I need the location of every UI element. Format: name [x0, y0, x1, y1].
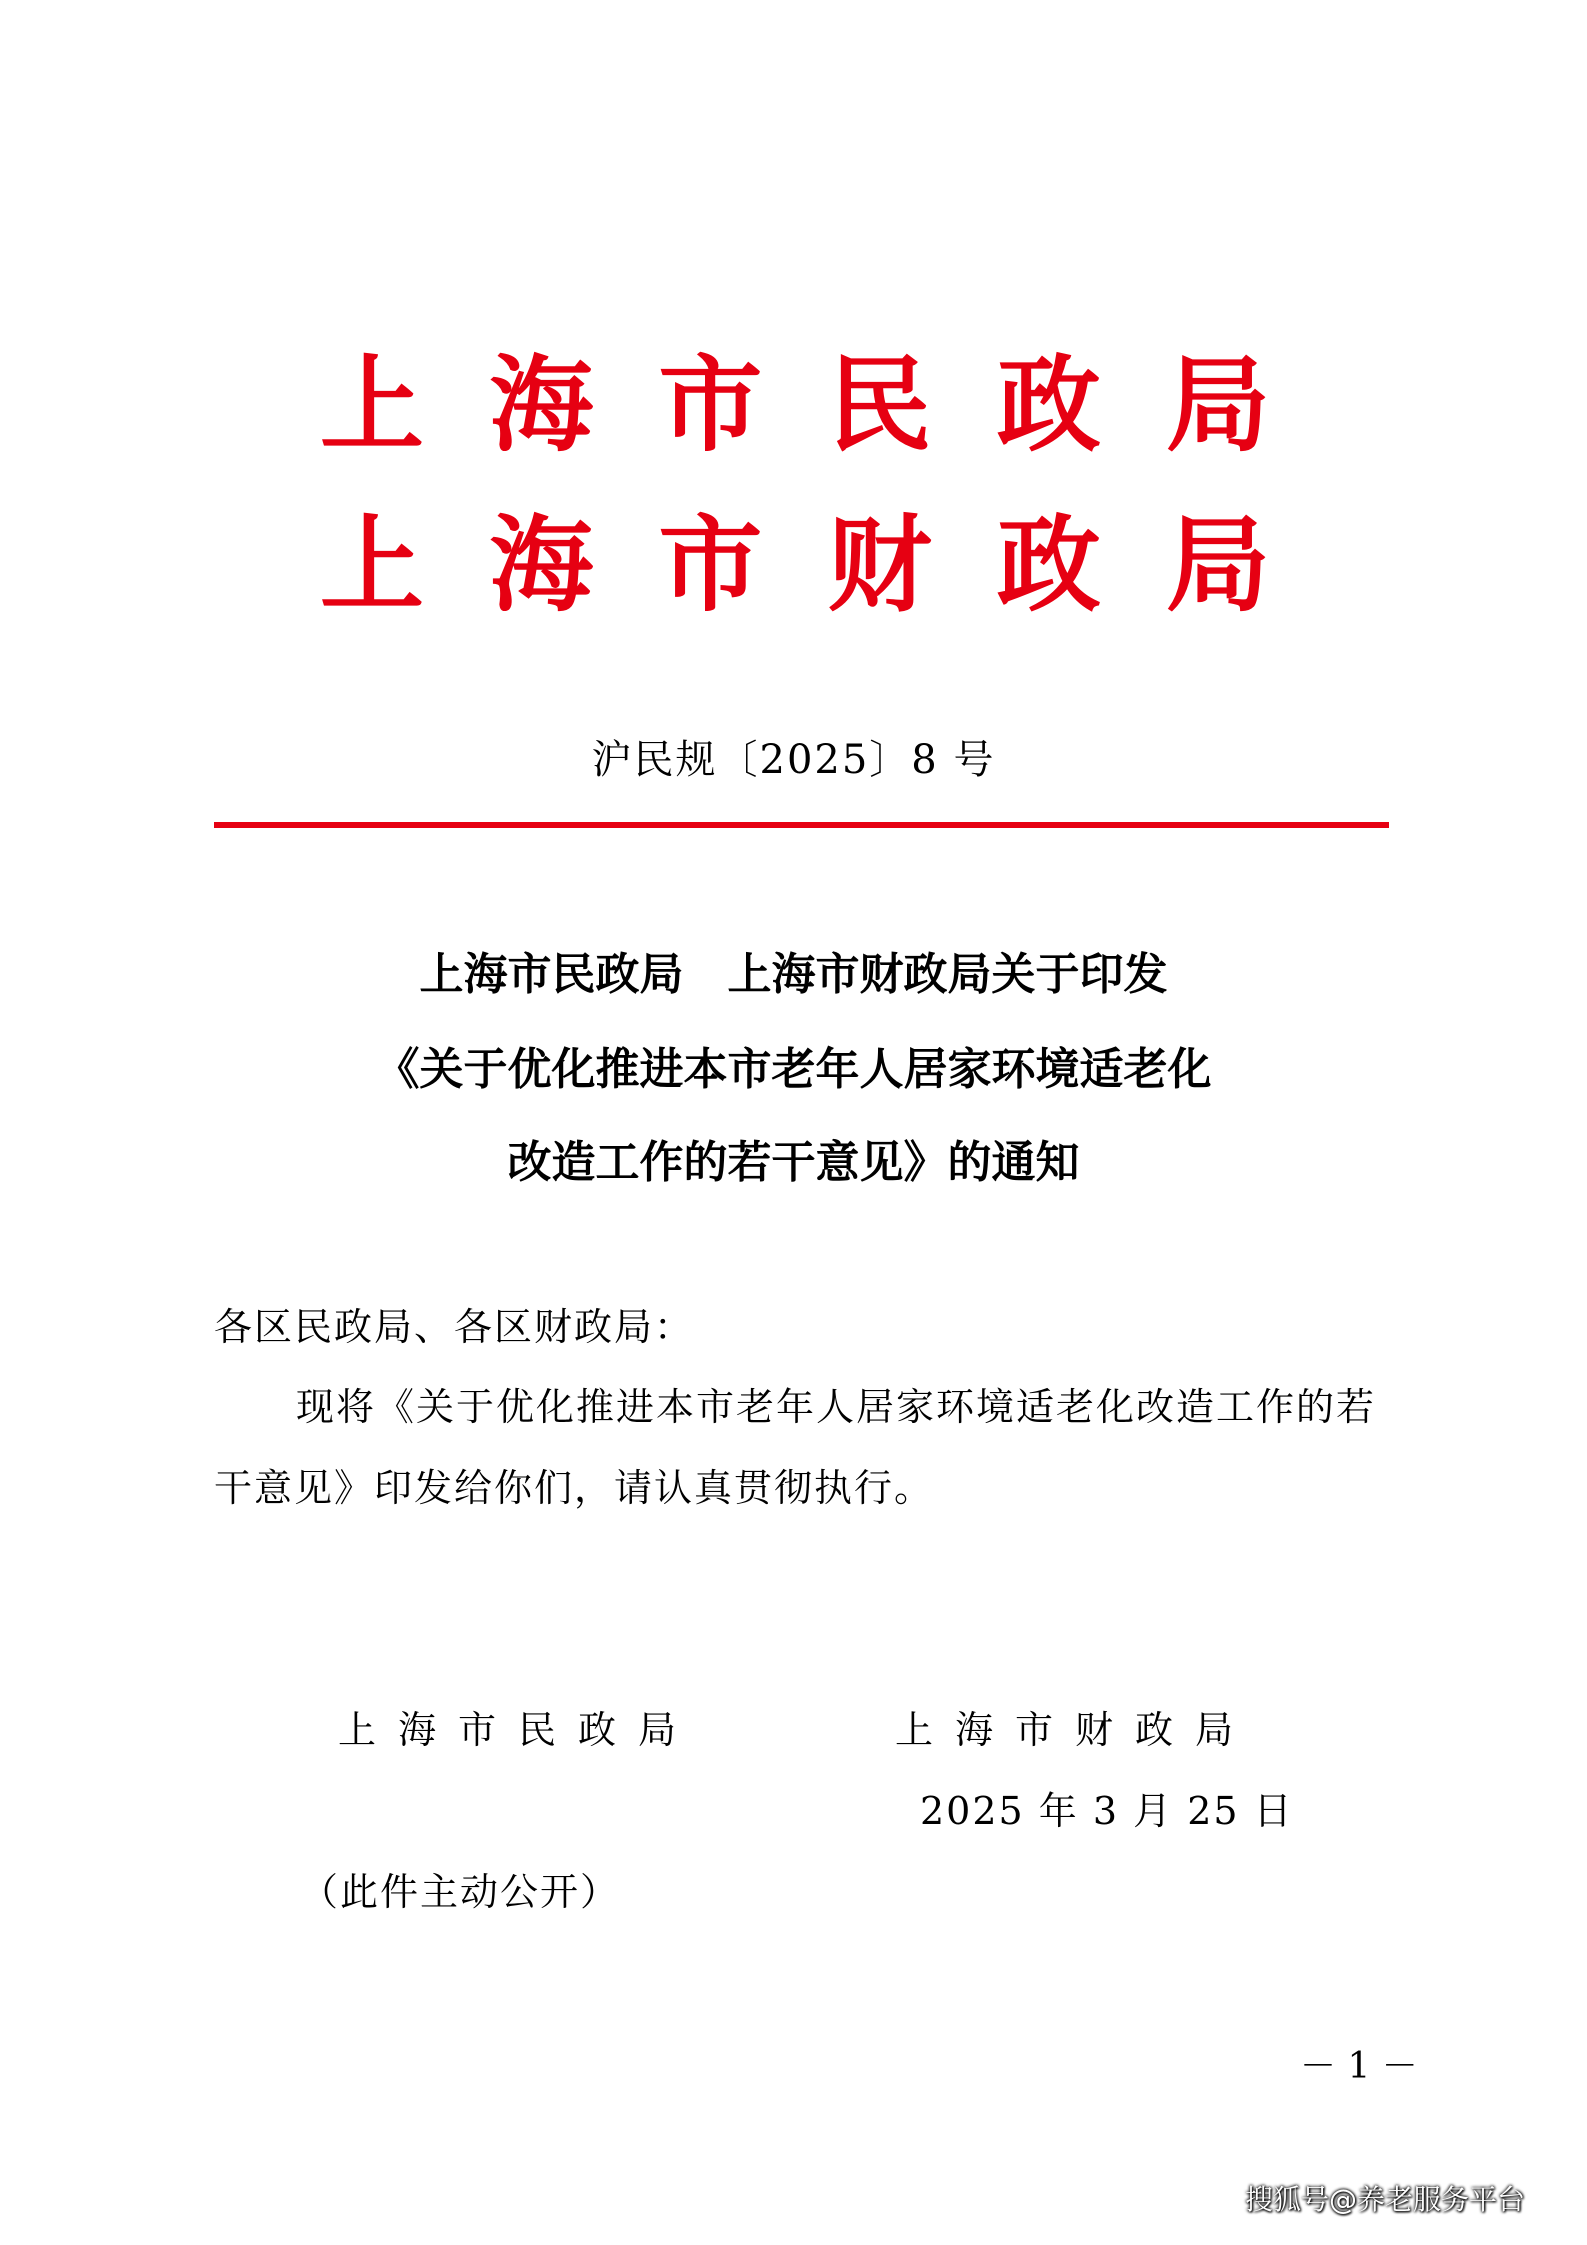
header-char: 政: [996, 344, 1101, 466]
document-title-line: 《关于优化推进本市老年人居家环境适老化: [375, 1044, 1212, 1095]
issuer-header-civil-affairs: [320, 344, 1270, 466]
header-char: 上: [320, 504, 425, 626]
header-char: 市: [658, 344, 763, 466]
header-char: 上: [320, 344, 425, 466]
header-char: 局: [1165, 504, 1270, 626]
watermark: 搜狐号@养老服务平台: [1245, 2183, 1526, 2216]
document-title-line: 上海市民政局 上海市财政局关于印发: [419, 949, 1168, 1000]
body-paragraph-line: 现将《关于优化推进本市老年人居家环境适老化改造工作的若: [296, 1385, 1377, 1429]
signer-finance: 上海市财政局: [895, 1708, 1256, 1752]
document-title-line: 改造工作的若干意见》的通知: [507, 1137, 1080, 1188]
document-number: 沪民规〔2025〕8 号: [591, 737, 996, 783]
signer-civil-affairs: 上海市民政局: [338, 1708, 699, 1752]
red-separator-line: [214, 822, 1389, 828]
header-char: 海: [489, 344, 594, 466]
issue-date: 2025 年 3 月 25 日: [920, 1789, 1294, 1833]
issuer-header-finance: [320, 504, 1270, 626]
header-char: 政: [996, 504, 1101, 626]
header-char: 海: [489, 504, 594, 626]
header-char: 民: [827, 344, 932, 466]
header-char: 市: [658, 504, 763, 626]
header-char: 财: [827, 504, 932, 626]
page-number: － 1 －: [1300, 2046, 1418, 2087]
header-char: 局: [1165, 344, 1270, 466]
salutation: 各区民政局、各区财政局：: [214, 1305, 695, 1349]
body-paragraph-line: 干意见》印发给你们，请认真贯彻执行。: [214, 1466, 935, 1510]
disclosure-note: （此件主动公开）: [300, 1870, 621, 1914]
